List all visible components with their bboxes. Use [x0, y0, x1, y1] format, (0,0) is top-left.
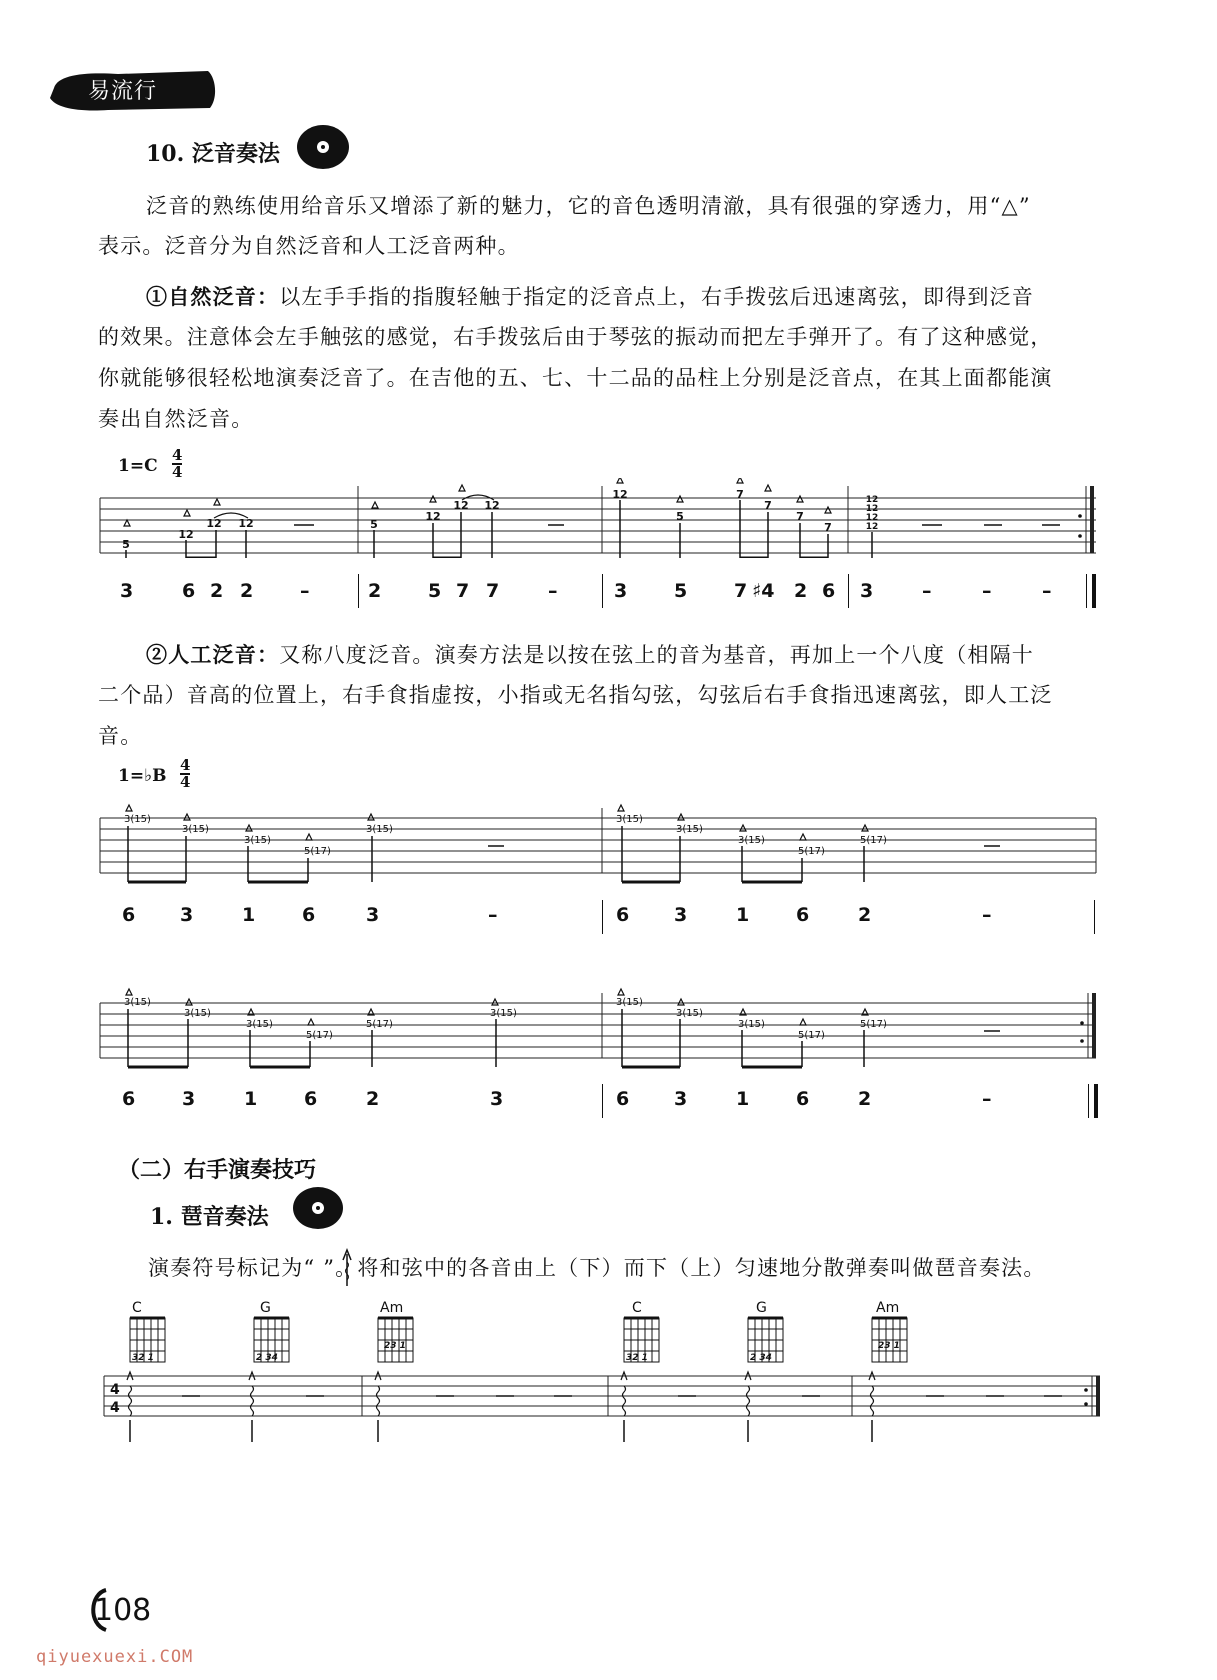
numbered-note: 2 [240, 580, 254, 602]
numbered-notation-1 [96, 572, 1106, 612]
tab-fret-number: 3(15) [616, 814, 643, 825]
chord-fingering: 32 1 [132, 1353, 154, 1363]
chord-name: Am [876, 1300, 900, 1316]
numbered-note: – [488, 904, 498, 926]
tab-fret-number: 7 [764, 499, 772, 512]
intro-line-1: 泛音的熟练使用给音乐又增添了新的魅力，它的音色透明清澈，具有很强的穿透力，用“△” [146, 194, 1031, 218]
tab-staff-2 [96, 800, 1106, 890]
numbered-note: 2 [366, 1088, 380, 1110]
numbered-note: 6 [304, 1088, 318, 1110]
section-heading: （二）右手演奏技巧 [118, 1157, 317, 1183]
artificial-line-2: 二个品）音高的位置上，右手食指虚按，小指或无名指勾弦，勾弦后右手食指迅速离弦，即人工泛 [98, 683, 1053, 707]
tab-fret-number: 3(15) [738, 1019, 765, 1030]
tab-fret-number: 3(15) [616, 997, 643, 1008]
numbered-note: 6 [122, 904, 136, 926]
tab-fret-number: 3(15) [676, 824, 703, 835]
tab-fret-number: 7 [796, 510, 804, 523]
numbered-note: 1 [736, 1088, 750, 1110]
tab-fret-number: 5 [370, 518, 378, 531]
tab-fret-number: 7 [824, 521, 832, 534]
tab-fret-number: 12 [865, 495, 879, 505]
tab-fret-number: 3(15) [184, 1008, 211, 1019]
tab-fret-number: 12 [206, 517, 222, 530]
numbered-note: 1 [244, 1088, 258, 1110]
svg-text:4: 4 [110, 1400, 120, 1416]
key-signature-1: 1=C [118, 456, 158, 476]
numbered-note: 2 [368, 580, 382, 602]
numbered-notation-2 [96, 898, 1106, 938]
numbered-note: 1 [242, 904, 256, 926]
watermark: qiyuexuexi.COM [36, 1647, 194, 1667]
arpeggio-description: 演奏符号标记为“ ”。将和弦中的各音由上（下）而下（上）匀速地分散弹奏叫做琶音奏法。 [148, 1256, 1046, 1280]
svg-text:4: 4 [110, 1382, 120, 1398]
numbered-note: 3 [180, 904, 194, 926]
subsection-title: 1. 琶音奏法 [150, 1204, 269, 1230]
numbered-note: 2 [210, 580, 224, 602]
tab-fret-number: 12 [865, 504, 879, 514]
numbered-note: 3 [490, 1088, 504, 1110]
header-label: 易流行 [88, 79, 158, 104]
video-disc-icon [296, 124, 350, 170]
chord-name: G [260, 1300, 271, 1316]
numbered-note: 6 [182, 580, 196, 602]
tab-fret-number: 3(15) [738, 835, 765, 846]
tab-fret-number: 5 [676, 510, 684, 523]
video-disc-icon [292, 1186, 344, 1230]
natural-line-2: 的效果。注意体会左手触弦的感觉，右手拨弦后由于琴弦的振动而把左手弹开了。有了这种感觉， [98, 325, 1053, 349]
numbered-note: 1 [736, 904, 750, 926]
tab-fret-number: 12 [178, 528, 194, 541]
numbered-note: – [300, 580, 310, 602]
tab-fret-number: 12 [453, 499, 469, 512]
numbered-note: ♯4 [752, 580, 775, 602]
tab-staff-1 [96, 478, 1106, 558]
tab-fret-number: 3(15) [490, 1008, 517, 1019]
tab-fret-number: 5(17) [366, 1019, 393, 1030]
numbered-note: 2 [858, 1088, 872, 1110]
chord-grids [96, 1316, 1106, 1368]
numbered-note: 5 [674, 580, 688, 602]
chord-fingering: 23 1 [878, 1341, 900, 1351]
time-signature-2: 4 4 [180, 756, 191, 791]
chord-name: C [632, 1300, 642, 1316]
tab-fret-number: 3(15) [182, 824, 209, 835]
chord-fingering: 32 1 [626, 1353, 648, 1363]
numbered-note: 6 [796, 904, 810, 926]
artificial-line-3: 音。 [98, 724, 143, 748]
tab-fret-number: 3(15) [124, 814, 151, 825]
numbered-note: – [982, 1088, 992, 1110]
tab-fret-number: 5(17) [860, 1019, 887, 1030]
numbered-note: – [1042, 580, 1052, 602]
tab-fret-number: 3(15) [246, 1019, 273, 1030]
natural-harmonic-paragraph [146, 276, 1034, 318]
chord-fingering: 23 1 [384, 1341, 406, 1351]
numbered-note: 3 [366, 904, 380, 926]
chord-fingering: 2 34 [256, 1353, 278, 1363]
natural-line-4: 奏出自然泛音。 [98, 407, 254, 431]
tab-fret-number: 3(15) [366, 824, 393, 835]
tab-fret-number: 5(17) [304, 846, 331, 857]
numbered-note: – [922, 580, 932, 602]
chord-name: Am [380, 1300, 404, 1316]
numbered-note: 7 [456, 580, 470, 602]
numbered-note: 3 [674, 904, 688, 926]
artificial-line-1: 又称八度泛音。演奏方法是以按在弦上的音为基音，再加上一个八度（相隔十 [279, 643, 1034, 667]
numbered-note: 6 [822, 580, 836, 602]
chord-name: G [756, 1300, 767, 1316]
numbered-note: 3 [120, 580, 134, 602]
intro-line-2: 表示。泛音分为自然泛音和人工泛音两种。 [98, 234, 520, 258]
numbered-note: – [982, 580, 992, 602]
tab-fret-number: 12 [238, 517, 254, 530]
numbered-note: 6 [796, 1088, 810, 1110]
time-signature-1: 4 4 [172, 446, 183, 481]
artificial-label: ②人工泛音： [146, 642, 280, 667]
numbered-note: – [548, 580, 558, 602]
tab-fret-number: 3(15) [676, 1008, 703, 1019]
key-signature-2: 1=♭B [118, 766, 167, 786]
tab-fret-number: 5(17) [798, 846, 825, 857]
chord-name: C [132, 1300, 142, 1316]
tab-fret-number: 12 [484, 499, 500, 512]
numbered-note: – [982, 904, 992, 926]
natural-line-1: 以左手手指的指腹轻触于指定的泛音点上，右手拨弦后迅速离弦，即得到泛音 [279, 285, 1034, 309]
numbered-note: 7 [734, 580, 748, 602]
numbered-note: 6 [122, 1088, 136, 1110]
numbered-note: 5 [428, 580, 442, 602]
numbered-note: 2 [794, 580, 808, 602]
tab-fret-number: 12 [865, 513, 879, 523]
tab-fret-number: 3(15) [244, 835, 271, 846]
tab-fret-number: 5(17) [860, 835, 887, 846]
tab-fret-number: 5 [122, 538, 130, 551]
numbered-note: 7 [486, 580, 500, 602]
tab-fret-number: 12 [425, 510, 441, 523]
numbered-note: 6 [616, 1088, 630, 1110]
tab-staff-3 [96, 985, 1106, 1075]
chord-diagram-row [96, 1300, 1106, 1370]
tab-fret-number: 12 [612, 488, 628, 501]
numbered-note: 3 [860, 580, 874, 602]
natural-line-3: 你就能够很轻松地演奏泛音了。在吉他的五、七、十二品的品柱上分别是泛音点，在其上面都能演 [98, 366, 1053, 390]
arpeggio-arrow-icon [340, 1248, 354, 1288]
numbered-notation-3 [96, 1082, 1106, 1122]
numbered-note: 2 [858, 904, 872, 926]
numbered-note: 3 [614, 580, 628, 602]
numbered-note: 3 [182, 1088, 196, 1110]
tab-fret-number: 7 [736, 488, 744, 501]
page-number: 108 [94, 1593, 152, 1628]
arpeggio-staff [96, 1368, 1106, 1448]
section-title: 10. 泛音奏法 [146, 141, 280, 167]
chord-fingering: 2 34 [750, 1353, 772, 1363]
tab-fret-number: 5(17) [306, 1030, 333, 1041]
tab-fret-number: 3(15) [124, 997, 151, 1008]
numbered-note: 6 [616, 904, 630, 926]
artificial-harmonic-paragraph [146, 634, 1034, 676]
natural-label: ①自然泛音： [146, 284, 280, 309]
tab-fret-number: 5(17) [798, 1030, 825, 1041]
numbered-note: 6 [302, 904, 316, 926]
tab-fret-number: 12 [865, 522, 879, 532]
numbered-note: 3 [674, 1088, 688, 1110]
